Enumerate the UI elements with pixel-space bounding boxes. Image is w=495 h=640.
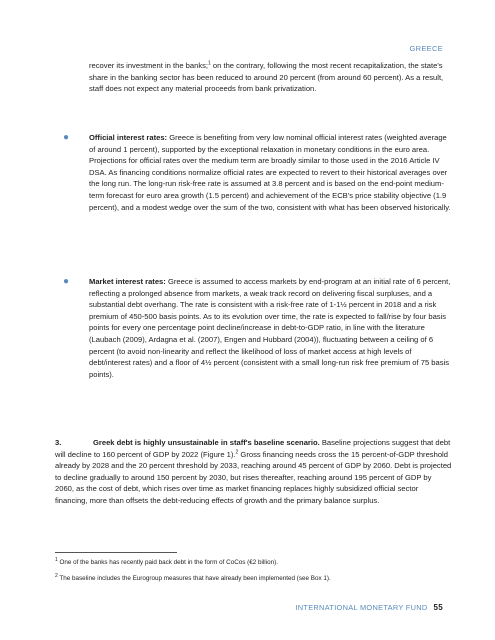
footnote-text: The baseline includes the Eurogroup measures that have already been implemented (see Box 1). bbox=[57, 575, 331, 582]
section-3-paragraph bbox=[55, 437, 452, 507]
footnote-divider bbox=[55, 552, 177, 553]
footnote-2 bbox=[55, 574, 452, 583]
footnote-number: 1 bbox=[55, 556, 58, 563]
section-number: 3. bbox=[55, 438, 62, 447]
intro-text-continued: on the contrary, following the most recent recapitalization, the state's share in the banking sector has been reduced to around 20 percent (from around 60 percent). As a result, staff does not expect any material proceeds from bank privatization. bbox=[89, 61, 444, 94]
bullet-market-rates bbox=[63, 276, 453, 380]
intro-text: recover its investment in the banks; bbox=[89, 61, 209, 70]
running-header: GREECE bbox=[409, 44, 443, 53]
bullet-icon: ● bbox=[63, 276, 70, 287]
section-text-continued: Gross financing needs cross the 15 percent-of-GDP threshold already by 2028 and the 20 percent threshold by 2033, reaching around 45 percent of GDP by 2060. Debt is projected to decline gradually to around 150 percent by 2030, but rises thereafter, reaching around 195 percent of GDP by 2060, as the cost of debt, which rises over time as market financing replaces highly subsidized official sector financing, more than offsets the debt-reducing effects of growth and the primary balance surplus. bbox=[55, 449, 452, 505]
footnote-number: 2 bbox=[55, 572, 58, 579]
section-text: Baseline projections suggest that debt will decline to 160 percent of GDP by 2022 (Figure 1). bbox=[55, 438, 451, 459]
page-footer bbox=[295, 603, 443, 612]
footnote-1 bbox=[55, 558, 452, 567]
bullet-text: Greece is assumed to access markets by end-program at an initial rate of 6 percent, reflecting a prolonged absence from markets, a weak track record on delivering fiscal surpluses, and a substantial debt overhang. The rate is consistent with a risk-free rate of 1-1½ percent in 2018 and a risk premium of 450-500 basis points. As to its evolution over time, the rate is expected to fall/rise by four basis points for every one percentage point decline/increase in debt-to-GDP ratio, in line with the literature (Laubach (2009), Ardagna et al. (2007), Engen and Hubbard (2004)), fluctuating between a ceiling of 6 percent (to avoid non-linearity and reflect the likelihood of loss of market access at high levels of debt/interest rates) and a floor of 4½ percent (consistent with a small long-run risk free premium of 75 basis points). bbox=[89, 277, 451, 379]
page-number: 55 bbox=[433, 603, 443, 612]
intro-paragraph bbox=[89, 60, 451, 95]
bullet-official-rates bbox=[63, 132, 453, 213]
footer-org: INTERNATIONAL MONETARY FUND bbox=[295, 603, 428, 612]
bullet-title: Official interest rates: bbox=[89, 133, 168, 142]
bullet-text: Greece is benefiting from very low nominal official interest rates (weighted average of around 1 percent), supported by the exceptional relaxation in monetary conditions in the euro area. Projections for official rates over the medium term are broadly similar to those used in the 2016 Article IV DSA. As financing conditions normalize official rates are expected to revert to their historical averages over the long run. The long-run risk-free rate is assumed at 3.8 percent and is based on the end-point medium-term forecast for euro area growth (1.5 percent) and achievement of the ECB's price stability objective (1.9 percent), and a modest wedge over the sum of the two, consistent with what has been observed historically. bbox=[89, 133, 451, 212]
section-heading: Greek debt is highly unsustainable in staff's baseline scenario. bbox=[93, 438, 320, 447]
footnote-ref-1[interactable]: 1 bbox=[208, 60, 211, 67]
footnote-ref-2[interactable]: 2 bbox=[235, 449, 239, 456]
footnote-text: One of the banks has recently paid back debt in the form of CoCos (€2 billion). bbox=[57, 559, 278, 566]
bullet-icon: ● bbox=[63, 132, 70, 143]
bullet-title: Market interest rates: bbox=[89, 277, 166, 286]
